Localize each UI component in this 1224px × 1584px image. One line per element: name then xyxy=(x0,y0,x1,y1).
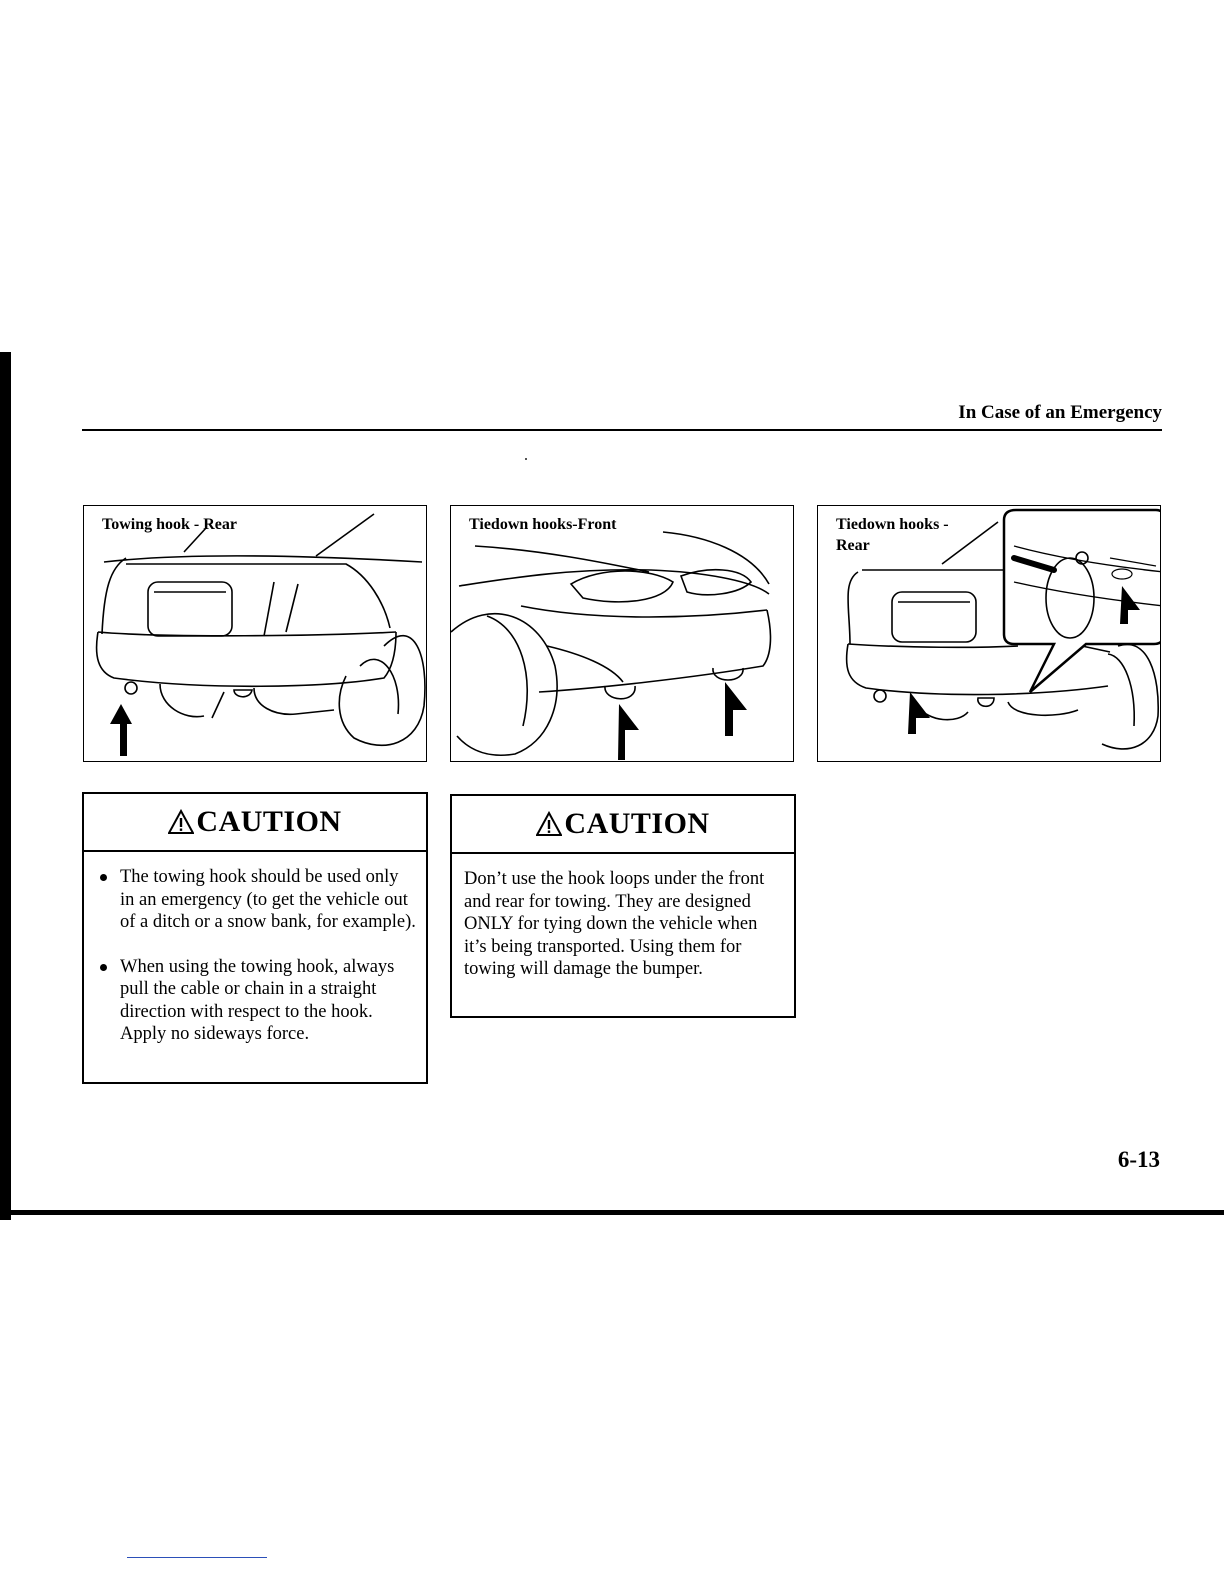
caution-text: Don’t use the hook loops under the front and rear for towing. They are designed ONLY for tying down the vehicle when it’s being transported. Using them for towing will damage the bumper. xyxy=(464,869,765,979)
arrow-pointer-icon xyxy=(451,506,793,761)
caution-title: CAUTION xyxy=(564,807,710,840)
caution-title: CAUTION xyxy=(196,805,342,838)
caution-header xyxy=(84,794,426,852)
warning-triangle-icon xyxy=(536,811,562,837)
footer-link-underline[interactable] xyxy=(127,1557,267,1558)
caution-header xyxy=(452,796,794,854)
caution-item: When using the towing hook, always pull the cable or chain in a straight direction with respect to the hook. Apply no sideways force. xyxy=(120,956,416,1046)
figure-tiedown-hooks-front xyxy=(450,505,794,762)
figure-towing-hook-rear xyxy=(83,505,427,762)
figure-label-line-1: Tiedown hooks - xyxy=(836,516,949,533)
figure-tiedown-hooks-rear xyxy=(817,505,1161,762)
section-title: In Case of an Emergency xyxy=(958,402,1162,423)
caution-item: The towing hook should be used only in an emergency (to get the vehicle out of a ditch or a snow bank, for example). xyxy=(120,867,416,932)
warning-triangle-icon xyxy=(168,809,194,835)
bottom-rule xyxy=(0,1210,1224,1215)
caution-box-towing-hook xyxy=(82,792,428,1084)
page-edge-bar xyxy=(0,352,11,1220)
header-rule xyxy=(82,429,1162,431)
figure-label: Towing hook - Rear xyxy=(102,516,237,533)
scan-speck xyxy=(525,458,527,460)
page-number: 6-13 xyxy=(1117,1147,1160,1172)
figure-label-line-2: Rear xyxy=(836,537,870,554)
caution-list xyxy=(84,852,426,1054)
figure-label: Tiedown hooks-Front xyxy=(469,516,617,533)
arrow-pointer-icon xyxy=(84,506,426,761)
caution-box-tiedown-hooks xyxy=(450,794,796,1018)
